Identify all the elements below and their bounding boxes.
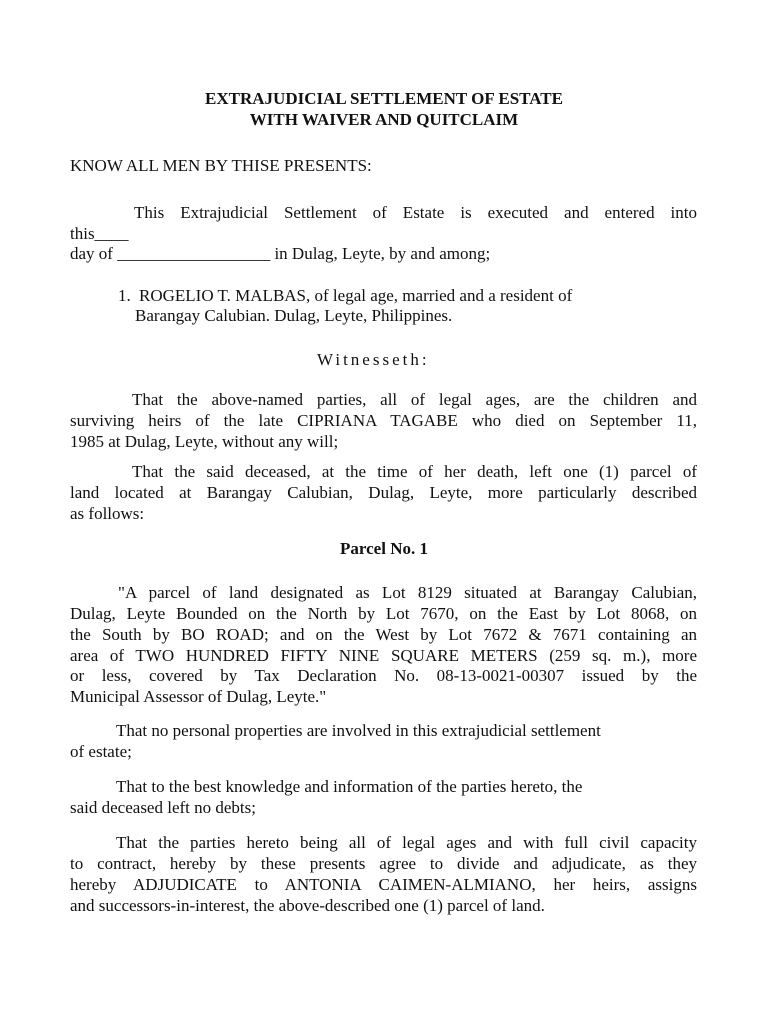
intro-line2: this____ xyxy=(70,224,129,243)
parcel-line2: Dulag, Leyte Bounded on the North by Lot 7670, on the East by Lot 8068, on xyxy=(70,604,697,623)
witnesseth-heading: Witnesseth: xyxy=(317,350,430,369)
parcel-line5: or less, covered by Tax Declaration No. 08-13-0021-00307 issued by the xyxy=(70,666,697,685)
para1-line3: 1985 at Dulag, Leyte, without any will; xyxy=(70,432,339,451)
para5-line2: to contract, hereby by these presents agree to divide and adjudicate, as they xyxy=(70,854,697,873)
para4-line2: said deceased left no debts; xyxy=(70,798,256,817)
para1-line1: That the above-named parties, all of legal ages, are the children and xyxy=(132,390,697,409)
parcel-line6: Municipal Assessor of Dulag, Leyte." xyxy=(70,687,327,706)
parcel-heading: Parcel No. 1 xyxy=(340,539,428,558)
party-number: 1. xyxy=(118,286,131,305)
para4-line1: That to the best knowledge and information of the parties hereto, the xyxy=(116,777,583,796)
para5-line3: hereby ADJUDICATE to ANTONIA CAIMEN-ALMIANO, her heirs, assigns xyxy=(70,875,697,894)
para1-line2: surviving heirs of the late CIPRIANA TAGABE who died on September 11, xyxy=(70,411,697,430)
document-title-line1: EXTRAJUDICIAL SETTLEMENT OF ESTATE xyxy=(205,89,563,108)
para5-line4: and successors-in-interest, the above-described one (1) parcel of land. xyxy=(70,896,545,915)
para2-line1: That the said deceased, at the time of her death, left one (1) parcel of xyxy=(132,462,697,481)
para5-line1: That the parties hereto being all of legal ages and with full civil capacity xyxy=(116,833,697,852)
parcel-line3: the South by BO ROAD; and on the West by Lot 7672 & 7671 containing an xyxy=(70,625,697,644)
party-line2: Barangay Calubian. Dulag, Leyte, Philippines. xyxy=(135,306,453,325)
parcel-line1: "A parcel of land designated as Lot 8129 situated at Barangay Calubian, xyxy=(118,583,697,602)
document-title-line2: WITH WAIVER AND QUITCLAIM xyxy=(249,110,519,129)
para2-line2: land located at Barangay Calubian, Dulag, Leyte, more particularly described xyxy=(70,483,697,502)
opening-line: KNOW ALL MEN BY THISE PRESENTS: xyxy=(70,156,372,175)
party-line1: ROGELIO T. MALBAS, of legal age, married and a resident of xyxy=(139,286,573,305)
para3-line2: of estate; xyxy=(70,742,132,761)
para3-line1: That no personal properties are involved in this extrajudicial settlement xyxy=(116,721,601,740)
para2-line3: as follows: xyxy=(70,504,145,523)
intro-line3: day of __________________ in Dulag, Leyte, by and among; xyxy=(70,244,491,263)
parcel-line4: area of TWO HUNDRED FIFTY NINE SQUARE METERS (259 sq. m.), more xyxy=(70,646,697,665)
intro-line1: This Extrajudicial Settlement of Estate is executed and entered into xyxy=(134,203,697,222)
